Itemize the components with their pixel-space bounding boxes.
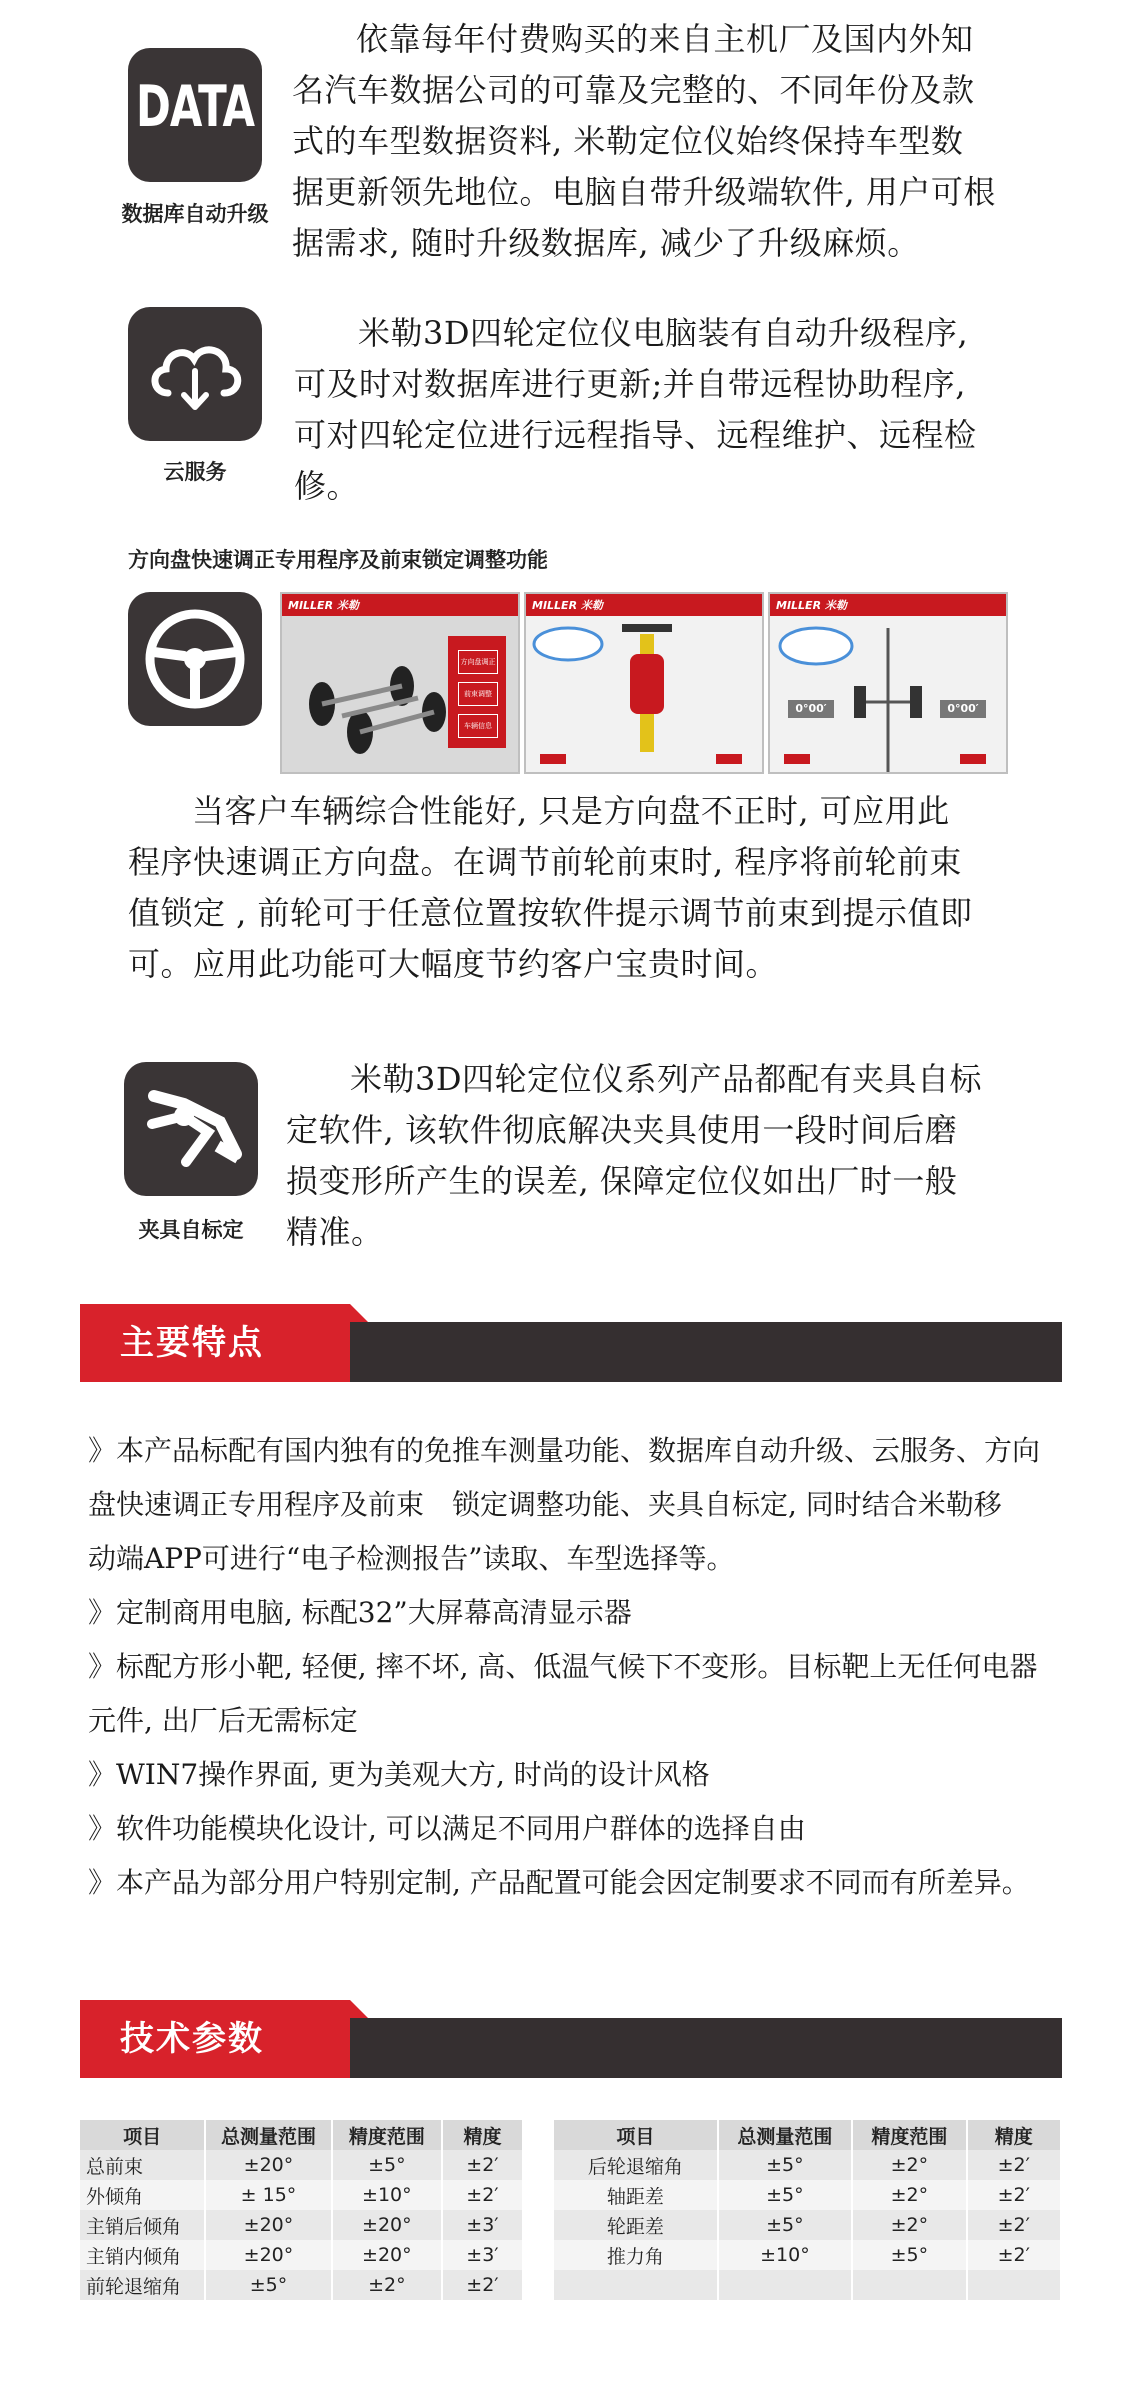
table-cell: ±20° xyxy=(205,2240,332,2270)
table-cell: ±5° xyxy=(852,2240,966,2270)
specs-title: 技术参数 xyxy=(120,2019,264,2059)
menu-item[interactable]: 前束调整 xyxy=(458,682,498,706)
miller-logo: MILLER 米勒 xyxy=(288,599,359,612)
table-cell: 主销内倾角 xyxy=(80,2240,205,2270)
cloud-download-icon xyxy=(128,307,262,441)
table-row xyxy=(554,2270,1061,2300)
table-cell: 轮距差 xyxy=(554,2210,718,2240)
table-row xyxy=(554,2210,1061,2240)
table-cell: ±10° xyxy=(718,2240,853,2270)
table-header-row xyxy=(80,2120,523,2150)
table-cell: ±20° xyxy=(205,2150,332,2180)
database-description xyxy=(292,14,1052,269)
table-cell: ±2′ xyxy=(442,2270,523,2300)
steering-line: 当客户车辆综合性能好, 只是方向盘不正时, 可应用此 xyxy=(192,792,950,830)
table-header-row xyxy=(554,2120,1061,2150)
database-line: 名汽车数据公司的可靠及完整的、不同年份及款 xyxy=(292,71,975,109)
database-line: 依靠每年付费购买的来自主机厂及国内外知 xyxy=(356,20,974,58)
table-cell: ±20° xyxy=(332,2210,442,2240)
feature-line: 》标配方形小靶, 轻便, 摔不坏, 高、低温气候下不变形。目标靶上无任何电器 xyxy=(88,1650,1038,1683)
table-row xyxy=(80,2180,523,2210)
table-row xyxy=(80,2150,523,2180)
steering-wheel-icon xyxy=(128,592,262,726)
table-cell: ±20° xyxy=(205,2210,332,2240)
readout-left: 0°00′ xyxy=(788,700,834,718)
feature-line: 元件, 出厂后无需标定 xyxy=(88,1704,358,1737)
table-cell xyxy=(852,2270,966,2300)
table-cell: ±2° xyxy=(852,2210,966,2240)
table-cell: ±2° xyxy=(332,2270,442,2300)
steering-line: 可。应用此功能可大幅度节约客户宝贵时间。 xyxy=(128,945,779,983)
table-cell: 后轮退缩角 xyxy=(554,2150,718,2180)
table-cell: 轴距差 xyxy=(554,2180,718,2210)
table-cell: ±3′ xyxy=(442,2210,523,2240)
table-row xyxy=(80,2270,523,2300)
feature-line: 》本产品标配有国内独有的免推车测量功能、数据库自动升级、云服务、方向 xyxy=(88,1434,1041,1467)
steering-line: 程序快速调正方向盘。在调节前轮前束时, 程序将前轮前束 xyxy=(128,843,962,881)
table-cell: ±5° xyxy=(332,2150,442,2180)
miller-logo: MILLER 米勒 xyxy=(532,599,603,612)
table-cell: ±5° xyxy=(718,2180,853,2210)
table-cell xyxy=(554,2270,718,2300)
table-header: 精度范围 xyxy=(332,2120,442,2150)
clamp-icon xyxy=(124,1062,258,1196)
table-header: 项目 xyxy=(554,2120,718,2150)
table-cell xyxy=(967,2270,1061,2300)
cloud-line: 可及时对数据库进行更新;并自带远程协助程序, xyxy=(294,365,966,403)
data-icon: DATA xyxy=(135,73,254,140)
features-section-bar xyxy=(80,1322,1062,1382)
readout-right: 0°00′ xyxy=(940,700,986,718)
table-cell xyxy=(718,2270,853,2300)
table-cell: ±2′ xyxy=(967,2150,1061,2180)
database-line: 据更新领先地位。电脑自带升级端软件, 用户可根 xyxy=(292,173,996,211)
software-screenshot-toe-lock xyxy=(768,592,1008,774)
feature-line: 》WIN7操作界面, 更为美观大方, 时尚的设计风格 xyxy=(88,1758,710,1791)
table-cell: ± 15° xyxy=(205,2180,332,2210)
table-cell: 总前束 xyxy=(80,2150,205,2180)
menu-item[interactable]: 方向盘调正 xyxy=(458,650,498,674)
table-cell: ±5° xyxy=(205,2270,332,2300)
toe-lock-illustration xyxy=(770,594,1006,772)
table-row xyxy=(554,2240,1061,2270)
table-cell: ±2′ xyxy=(967,2180,1061,2210)
table-cell: ±2′ xyxy=(442,2180,523,2210)
software-screenshot-steering xyxy=(524,592,764,774)
table-header: 精度 xyxy=(442,2120,523,2150)
table-cell: ±5° xyxy=(718,2210,853,2240)
clamp-line: 精准。 xyxy=(286,1213,384,1251)
steering-icon-tile xyxy=(128,592,262,726)
table-header: 精度 xyxy=(967,2120,1061,2150)
cloud-caption: 云服务 xyxy=(163,460,227,484)
cloud-line: 米勒3D四轮定位仪电脑装有自动升级程序, xyxy=(358,314,969,352)
table-cell: ±10° xyxy=(332,2180,442,2210)
features-title: 主要特点 xyxy=(120,1323,264,1363)
miller-logo: MILLER 米勒 xyxy=(776,599,847,612)
database-line: 据需求, 随时升级数据库, 减少了升级麻烦。 xyxy=(292,224,920,262)
feature-line: 》定制商用电脑, 标配32”大屏幕高清显示器 xyxy=(88,1596,632,1629)
steering-check-illustration xyxy=(526,594,762,772)
feature-line: 盘快速调正专用程序及前束 锁定调整功能、夹具自标定, 同时结合米勒移 xyxy=(88,1488,1002,1521)
cloud-line: 修。 xyxy=(294,467,360,505)
table-cell: ±20° xyxy=(332,2240,442,2270)
clamp-description xyxy=(286,1054,1066,1258)
steering-heading: 方向盘快速调正专用程序及前束锁定调整功能 xyxy=(128,548,548,572)
table-cell: ±5° xyxy=(718,2150,853,2180)
table-cell: 前轮退缩角 xyxy=(80,2270,205,2300)
software-screenshot-menu xyxy=(280,592,520,774)
table-cell: ±2° xyxy=(852,2150,966,2180)
features-list xyxy=(88,1424,1068,1910)
steering-description xyxy=(128,786,1078,990)
table-header: 项目 xyxy=(80,2120,205,2150)
table-cell: 外倾角 xyxy=(80,2180,205,2210)
table-header: 总测量范围 xyxy=(718,2120,853,2150)
feature-line: 动端APP可进行“电子检测报告”读取、车型选择等。 xyxy=(88,1542,735,1575)
table-header: 总测量范围 xyxy=(205,2120,332,2150)
clamp-line: 损变形所产生的误差, 保障定位仪如出厂时一般 xyxy=(286,1162,958,1200)
feature-line: 》本产品为部分用户特别定制, 产品配置可能会因定制要求不同而有所差异。 xyxy=(88,1866,1030,1899)
specs-table-right xyxy=(554,2120,1062,2300)
table-cell: 推力角 xyxy=(554,2240,718,2270)
clamp-line: 定软件, 该软件彻底解决夹具使用一段时间后磨 xyxy=(286,1111,958,1149)
table-row xyxy=(80,2240,523,2270)
specs-section-bar xyxy=(80,2018,1062,2078)
table-row xyxy=(80,2210,523,2240)
menu-item[interactable]: 车辆信息 xyxy=(458,714,498,738)
database-caption: 数据库自动升级 xyxy=(121,202,269,226)
clamp-icon-tile xyxy=(124,1062,258,1196)
cloud-icon-tile xyxy=(128,307,262,441)
database-line: 式的车型数据资料, 米勒定位仪始终保持车型数 xyxy=(292,122,964,160)
specs-table-left xyxy=(80,2120,524,2300)
table-cell: ±2′ xyxy=(967,2240,1061,2270)
table-header: 精度范围 xyxy=(852,2120,966,2150)
cloud-description xyxy=(294,308,1064,512)
table-cell: ±2° xyxy=(852,2180,966,2210)
table-row xyxy=(554,2180,1061,2210)
table-cell: ±2′ xyxy=(442,2150,523,2180)
clamp-line: 米勒3D四轮定位仪系列产品都配有夹具自标 xyxy=(350,1060,983,1098)
table-cell: ±2′ xyxy=(967,2210,1061,2240)
cloud-line: 可对四轮定位进行远程指导、远程维护、远程检 xyxy=(294,416,977,454)
clamp-caption: 夹具自标定 xyxy=(138,1218,244,1242)
steering-line: 值锁定 , 前轮可于任意位置按软件提示调节前束到提示值即 xyxy=(128,894,973,932)
table-cell: 主销后倾角 xyxy=(80,2210,205,2240)
data-icon-tile xyxy=(128,48,262,182)
feature-line: 》软件功能模块化设计, 可以满足不同用户群体的选择自由 xyxy=(88,1812,806,1845)
table-cell: ±3′ xyxy=(442,2240,523,2270)
table-row xyxy=(554,2150,1061,2180)
